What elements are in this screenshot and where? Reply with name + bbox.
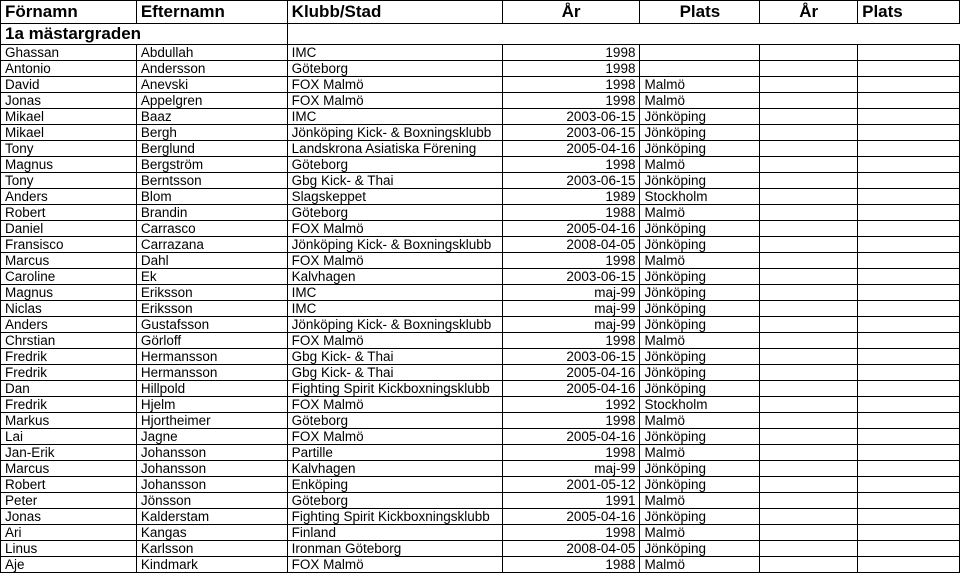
cell-plats-2 — [858, 205, 960, 221]
cell-efternamn: Görloff — [136, 333, 287, 349]
cell-efternamn: Hillpold — [136, 381, 287, 397]
cell-ar: 1998 — [502, 525, 640, 541]
cell-klubb: Gbg Kick- & Thai — [287, 173, 502, 189]
cell-ar-2 — [760, 381, 858, 397]
table-row — [1, 221, 960, 237]
header-row — [1, 1, 960, 24]
cell-klubb: FOX Malmö — [287, 397, 502, 413]
cell-ar: 2001-05-12 — [502, 477, 640, 493]
cell-klubb: Kalvhagen — [287, 269, 502, 285]
cell-ar: 2008-04-05 — [502, 237, 640, 253]
cell-klubb: IMC — [287, 45, 502, 61]
table-row — [1, 477, 960, 493]
cell-ar-2 — [760, 413, 858, 429]
cell-efternamn: Hermansson — [136, 365, 287, 381]
cell-efternamn: Hermansson — [136, 349, 287, 365]
cell-ar-2 — [760, 333, 858, 349]
cell-fornamn: Jonas — [1, 509, 137, 525]
cell-plats-2 — [858, 381, 960, 397]
cell-ar: 2003-06-15 — [502, 109, 640, 125]
cell-plats: Jönköping — [640, 381, 760, 397]
cell-plats: Jönköping — [640, 285, 760, 301]
cell-plats: Jönköping — [640, 301, 760, 317]
cell-plats: Jönköping — [640, 429, 760, 445]
cell-ar: 1998 — [502, 61, 640, 77]
cell-efternamn: Berglund — [136, 141, 287, 157]
cell-efternamn: Kindmark — [136, 557, 287, 573]
cell-plats-2 — [858, 445, 960, 461]
table-row — [1, 557, 960, 573]
cell-efternamn: Hjelm — [136, 397, 287, 413]
cell-plats: Jönköping — [640, 221, 760, 237]
cell-ar-2 — [760, 253, 858, 269]
cell-ar-2 — [760, 157, 858, 173]
cell-plats-2 — [858, 317, 960, 333]
cell-efternamn: Karlsson — [136, 541, 287, 557]
cell-ar: 1998 — [502, 413, 640, 429]
table-row — [1, 429, 960, 445]
cell-ar: 1989 — [502, 189, 640, 205]
cell-fornamn: Jonas — [1, 93, 137, 109]
cell-plats: Jönköping — [640, 349, 760, 365]
cell-efternamn: Berntsson — [136, 173, 287, 189]
cell-plats-2 — [858, 253, 960, 269]
table-row — [1, 173, 960, 189]
cell-plats-2 — [858, 429, 960, 445]
cell-klubb: IMC — [287, 285, 502, 301]
cell-fornamn: Mikael — [1, 125, 137, 141]
cell-ar: 1988 — [502, 557, 640, 573]
cell-plats-2 — [858, 221, 960, 237]
cell-klubb: FOX Malmö — [287, 253, 502, 269]
section-title: 1a mästargraden — [1, 24, 288, 45]
cell-fornamn: Ari — [1, 525, 137, 541]
cell-efternamn: Carrazana — [136, 237, 287, 253]
cell-plats-2 — [858, 349, 960, 365]
cell-fornamn: Fredrik — [1, 349, 137, 365]
cell-ar-2 — [760, 429, 858, 445]
cell-plats-2 — [858, 109, 960, 125]
header-plats-2: Plats — [858, 1, 960, 24]
cell-klubb: Fighting Spirit Kickboxningsklubb — [287, 509, 502, 525]
table-row — [1, 333, 960, 349]
cell-fornamn: Robert — [1, 205, 137, 221]
cell-ar: 2005-04-16 — [502, 221, 640, 237]
cell-efternamn: Eriksson — [136, 285, 287, 301]
section-row — [1, 24, 960, 45]
cell-efternamn: Eriksson — [136, 301, 287, 317]
cell-plats-2 — [858, 125, 960, 141]
cell-klubb: Jönköping Kick- & Boxningsklubb — [287, 237, 502, 253]
cell-plats-2 — [858, 157, 960, 173]
header-fornamn: Förnamn — [1, 1, 137, 24]
cell-plats-2 — [858, 509, 960, 525]
cell-fornamn: Magnus — [1, 157, 137, 173]
table-row — [1, 413, 960, 429]
cell-fornamn: Anders — [1, 189, 137, 205]
cell-plats-2 — [858, 461, 960, 477]
cell-fornamn: Magnus — [1, 285, 137, 301]
cell-klubb: FOX Malmö — [287, 557, 502, 573]
table-row — [1, 93, 960, 109]
table-row — [1, 445, 960, 461]
cell-klubb: Göteborg — [287, 205, 502, 221]
table-row — [1, 509, 960, 525]
cell-fornamn: Robert — [1, 477, 137, 493]
table-row — [1, 301, 960, 317]
table-row — [1, 125, 960, 141]
cell-ar-2 — [760, 237, 858, 253]
cell-plats: Jönköping — [640, 125, 760, 141]
cell-ar: 1998 — [502, 45, 640, 61]
cell-plats: Jönköping — [640, 461, 760, 477]
cell-ar-2 — [760, 349, 858, 365]
cell-ar: 2005-04-16 — [502, 365, 640, 381]
cell-plats: Jönköping — [640, 173, 760, 189]
cell-ar-2 — [760, 45, 858, 61]
table-row — [1, 349, 960, 365]
table-row — [1, 285, 960, 301]
cell-plats: Malmö — [640, 333, 760, 349]
cell-ar: 1988 — [502, 205, 640, 221]
cell-ar-2 — [760, 189, 858, 205]
cell-plats: Malmö — [640, 93, 760, 109]
cell-ar: 1998 — [502, 77, 640, 93]
cell-fornamn: Ghassan — [1, 45, 137, 61]
cell-fornamn: Markus — [1, 413, 137, 429]
cell-plats — [640, 61, 760, 77]
cell-plats: Stockholm — [640, 397, 760, 413]
cell-fornamn: Fransisco — [1, 237, 137, 253]
cell-efternamn: Bergh — [136, 125, 287, 141]
cell-ar-2 — [760, 61, 858, 77]
cell-ar: maj-99 — [502, 317, 640, 333]
cell-ar-2 — [760, 397, 858, 413]
table-row — [1, 253, 960, 269]
cell-fornamn: Peter — [1, 493, 137, 509]
cell-klubb: FOX Malmö — [287, 93, 502, 109]
cell-ar-2 — [760, 557, 858, 573]
cell-efternamn: Ek — [136, 269, 287, 285]
cell-klubb: Kalvhagen — [287, 461, 502, 477]
cell-plats: Malmö — [640, 77, 760, 93]
cell-efternamn: Johansson — [136, 477, 287, 493]
cell-fornamn: Jan-Erik — [1, 445, 137, 461]
cell-fornamn: Tony — [1, 173, 137, 189]
table-row — [1, 365, 960, 381]
cell-ar: maj-99 — [502, 461, 640, 477]
cell-efternamn: Kalderstam — [136, 509, 287, 525]
cell-plats-2 — [858, 413, 960, 429]
cell-ar-2 — [760, 93, 858, 109]
cell-fornamn: Marcus — [1, 253, 137, 269]
cell-plats-2 — [858, 285, 960, 301]
cell-klubb: Göteborg — [287, 413, 502, 429]
table-row — [1, 157, 960, 173]
cell-ar: 1998 — [502, 445, 640, 461]
cell-plats-2 — [858, 173, 960, 189]
cell-ar-2 — [760, 221, 858, 237]
table-row — [1, 45, 960, 61]
cell-plats: Malmö — [640, 157, 760, 173]
table-row — [1, 141, 960, 157]
cell-efternamn: Andersson — [136, 61, 287, 77]
cell-ar-2 — [760, 477, 858, 493]
cell-plats-2 — [858, 333, 960, 349]
table-row — [1, 317, 960, 333]
cell-plats: Malmö — [640, 445, 760, 461]
cell-fornamn: Fredrik — [1, 365, 137, 381]
cell-klubb: Landskrona Asiatiska Förening — [287, 141, 502, 157]
cell-klubb: Fighting Spirit Kickboxningsklubb — [287, 381, 502, 397]
cell-plats-2 — [858, 45, 960, 61]
header-efternamn: Efternamn — [136, 1, 287, 24]
header-klubb: Klubb/Stad — [287, 1, 502, 24]
cell-plats: Jönköping — [640, 509, 760, 525]
cell-efternamn: Abdullah — [136, 45, 287, 61]
cell-efternamn: Kangas — [136, 525, 287, 541]
cell-plats-2 — [858, 493, 960, 509]
cell-klubb: Finland — [287, 525, 502, 541]
cell-fornamn: Tony — [1, 141, 137, 157]
cell-plats — [640, 45, 760, 61]
cell-ar: 1998 — [502, 333, 640, 349]
header-ar: År — [502, 1, 640, 24]
header-ar-2: År — [760, 1, 858, 24]
header-plats: Plats — [640, 1, 760, 24]
cell-ar: 2005-04-16 — [502, 141, 640, 157]
cell-efternamn: Brandin — [136, 205, 287, 221]
cell-plats: Jönköping — [640, 477, 760, 493]
cell-plats: Malmö — [640, 253, 760, 269]
cell-klubb: Göteborg — [287, 493, 502, 509]
cell-plats-2 — [858, 477, 960, 493]
cell-fornamn: Niclas — [1, 301, 137, 317]
cell-ar-2 — [760, 525, 858, 541]
cell-ar: 2003-06-15 — [502, 269, 640, 285]
cell-plats: Malmö — [640, 557, 760, 573]
cell-plats: Malmö — [640, 525, 760, 541]
cell-plats-2 — [858, 77, 960, 93]
cell-efternamn: Dahl — [136, 253, 287, 269]
cell-plats-2 — [858, 237, 960, 253]
cell-ar: 2005-04-16 — [502, 509, 640, 525]
cell-efternamn: Johansson — [136, 445, 287, 461]
cell-ar-2 — [760, 461, 858, 477]
cell-klubb: IMC — [287, 301, 502, 317]
cell-plats-2 — [858, 525, 960, 541]
cell-fornamn: Chrstian — [1, 333, 137, 349]
cell-plats-2 — [858, 301, 960, 317]
cell-ar-2 — [760, 125, 858, 141]
cell-fornamn: Aje — [1, 557, 137, 573]
cell-plats-2 — [858, 269, 960, 285]
cell-ar: 2005-04-16 — [502, 429, 640, 445]
cell-klubb: FOX Malmö — [287, 77, 502, 93]
table-row — [1, 77, 960, 93]
cell-plats: Stockholm — [640, 189, 760, 205]
table-row — [1, 269, 960, 285]
cell-ar: 2003-06-15 — [502, 349, 640, 365]
cell-plats: Jönköping — [640, 141, 760, 157]
cell-klubb: Jönköping Kick- & Boxningsklubb — [287, 125, 502, 141]
cell-ar-2 — [760, 493, 858, 509]
cell-klubb: Slagskeppet — [287, 189, 502, 205]
cell-fornamn: Caroline — [1, 269, 137, 285]
section-blank — [287, 24, 959, 45]
cell-fornamn: Marcus — [1, 461, 137, 477]
cell-klubb: Göteborg — [287, 61, 502, 77]
cell-plats: Jönköping — [640, 237, 760, 253]
cell-efternamn: Hjortheimer — [136, 413, 287, 429]
cell-fornamn: Linus — [1, 541, 137, 557]
cell-plats: Malmö — [640, 205, 760, 221]
cell-ar: 2003-06-15 — [502, 173, 640, 189]
cell-plats-2 — [858, 541, 960, 557]
cell-ar: maj-99 — [502, 285, 640, 301]
cell-ar-2 — [760, 109, 858, 125]
cell-klubb: Göteborg — [287, 157, 502, 173]
cell-ar-2 — [760, 317, 858, 333]
cell-efternamn: Carrasco — [136, 221, 287, 237]
cell-ar: 1991 — [502, 493, 640, 509]
table-row — [1, 381, 960, 397]
cell-efternamn: Bergström — [136, 157, 287, 173]
cell-fornamn: Mikael — [1, 109, 137, 125]
cell-plats: Jönköping — [640, 365, 760, 381]
cell-efternamn: Appelgren — [136, 93, 287, 109]
cell-plats: Jönköping — [640, 109, 760, 125]
cell-plats: Malmö — [640, 493, 760, 509]
cell-fornamn: Dan — [1, 381, 137, 397]
table-row — [1, 493, 960, 509]
table-row — [1, 397, 960, 413]
table-row — [1, 541, 960, 557]
cell-ar-2 — [760, 269, 858, 285]
cell-ar-2 — [760, 301, 858, 317]
cell-fornamn: Fredrik — [1, 397, 137, 413]
cell-plats: Malmö — [640, 413, 760, 429]
cell-ar: maj-99 — [502, 301, 640, 317]
cell-klubb: Gbg Kick- & Thai — [287, 349, 502, 365]
cell-efternamn: Johansson — [136, 461, 287, 477]
cell-plats-2 — [858, 189, 960, 205]
cell-klubb: Gbg Kick- & Thai — [287, 365, 502, 381]
cell-ar-2 — [760, 509, 858, 525]
cell-klubb: Jönköping Kick- & Boxningsklubb — [287, 317, 502, 333]
table-row — [1, 109, 960, 125]
cell-fornamn: Daniel — [1, 221, 137, 237]
cell-ar-2 — [760, 141, 858, 157]
cell-ar: 2008-04-05 — [502, 541, 640, 557]
cell-efternamn: Jagne — [136, 429, 287, 445]
cell-klubb: FOX Malmö — [287, 221, 502, 237]
cell-ar-2 — [760, 541, 858, 557]
cell-ar-2 — [760, 365, 858, 381]
cell-klubb: Ironman Göteborg — [287, 541, 502, 557]
cell-ar-2 — [760, 445, 858, 461]
cell-plats-2 — [858, 93, 960, 109]
cell-plats-2 — [858, 397, 960, 413]
cell-ar: 1998 — [502, 157, 640, 173]
table-body — [1, 45, 960, 573]
cell-ar-2 — [760, 173, 858, 189]
cell-klubb: FOX Malmö — [287, 429, 502, 445]
cell-fornamn: Lai — [1, 429, 137, 445]
cell-plats-2 — [858, 61, 960, 77]
cell-fornamn: Anders — [1, 317, 137, 333]
cell-klubb: IMC — [287, 109, 502, 125]
cell-klubb: Partille — [287, 445, 502, 461]
cell-fornamn: David — [1, 77, 137, 93]
cell-ar-2 — [760, 77, 858, 93]
cell-plats-2 — [858, 557, 960, 573]
cell-efternamn: Jönsson — [136, 493, 287, 509]
cell-ar: 1998 — [502, 93, 640, 109]
cell-plats-2 — [858, 365, 960, 381]
cell-ar: 2003-06-15 — [502, 125, 640, 141]
table-row — [1, 461, 960, 477]
cell-plats: Jönköping — [640, 541, 760, 557]
cell-klubb: Enköping — [287, 477, 502, 493]
cell-ar-2 — [760, 285, 858, 301]
cell-plats: Jönköping — [640, 269, 760, 285]
cell-ar: 1992 — [502, 397, 640, 413]
cell-ar: 1998 — [502, 253, 640, 269]
table-row — [1, 189, 960, 205]
table-row — [1, 61, 960, 77]
cell-efternamn: Baaz — [136, 109, 287, 125]
table-row — [1, 205, 960, 221]
cell-efternamn: Gustafsson — [136, 317, 287, 333]
cell-ar: 2005-04-16 — [502, 381, 640, 397]
cell-plats: Jönköping — [640, 317, 760, 333]
table-row — [1, 237, 960, 253]
cell-klubb: FOX Malmö — [287, 333, 502, 349]
cell-efternamn: Anevski — [136, 77, 287, 93]
cell-efternamn: Blom — [136, 189, 287, 205]
cell-fornamn: Antonio — [1, 61, 137, 77]
cell-plats-2 — [858, 141, 960, 157]
table-row — [1, 525, 960, 541]
cell-ar-2 — [760, 205, 858, 221]
